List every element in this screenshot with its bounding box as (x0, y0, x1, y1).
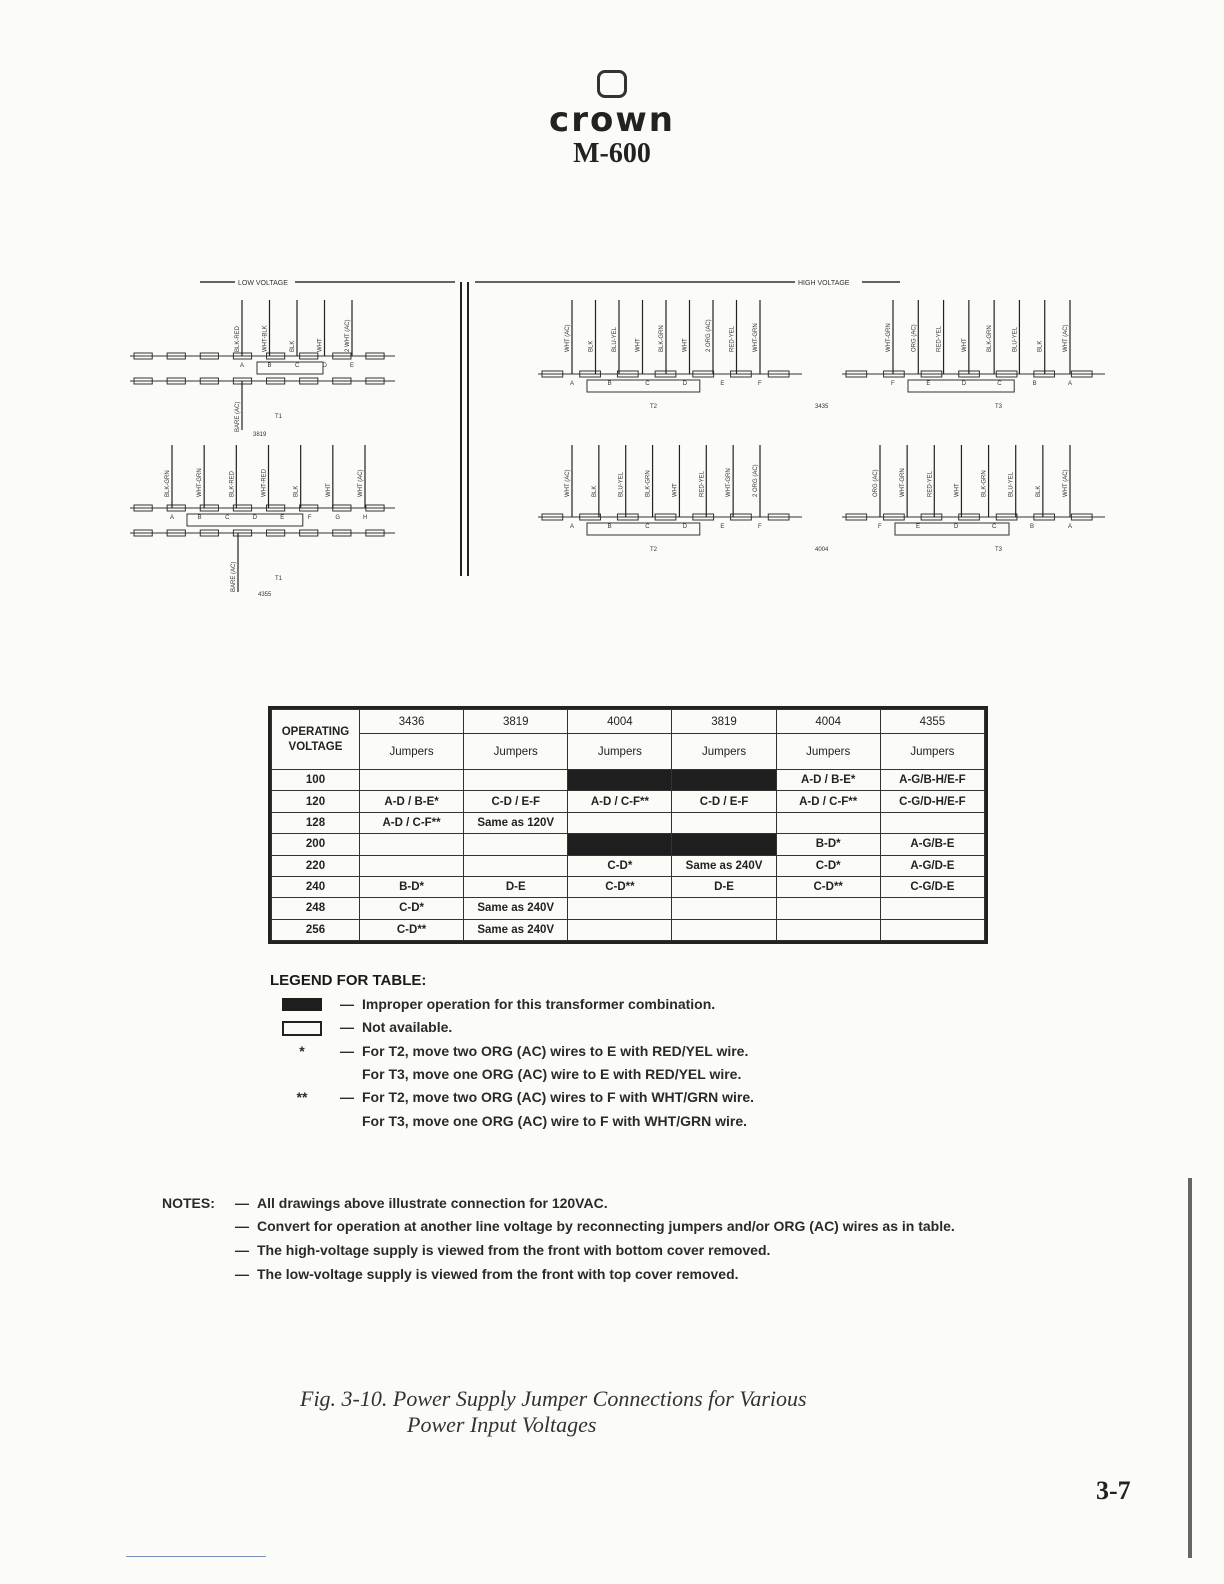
jumper-cell (568, 898, 672, 919)
terminal-label: B (1030, 524, 1035, 530)
terminal-label: A (1068, 524, 1073, 530)
terminal-label: C (645, 524, 650, 530)
model-title: M-600 (573, 138, 651, 169)
note-dash: — (235, 1195, 249, 1211)
figure-caption (300, 1386, 930, 1438)
table-row (272, 834, 985, 855)
terminal-label: A (1068, 381, 1073, 387)
wire-label: BLK (591, 485, 598, 497)
terminal-label: C (645, 381, 650, 387)
wiring-diagram (120, 270, 1120, 610)
wire-label: WHT (325, 483, 332, 497)
jumper-table-grid (271, 709, 985, 941)
terminal-label: E (720, 524, 725, 530)
jumper-wire (187, 514, 303, 526)
table-row (272, 919, 985, 940)
wire-label: 2 ORG (AC) (706, 319, 712, 352)
jumper-cell: A-G/B-H/E-F (880, 770, 984, 791)
table-row (272, 770, 985, 791)
note-dash: — (235, 1242, 249, 1258)
jumpers-header: Jumpers (360, 734, 464, 770)
footer-rule (126, 1556, 266, 1557)
terminal-label: C (225, 515, 230, 521)
note-4 (162, 1266, 1122, 1284)
legend-improper (280, 996, 1040, 1014)
jumper-cell: A-D / C-F** (776, 791, 880, 812)
table-row (272, 898, 985, 919)
jumper-cell: D-E (672, 876, 776, 897)
wire-label: BLK-GRN (659, 325, 665, 352)
legend-text: Improper operation for this transformer combination. (362, 996, 716, 1012)
wire-label: BLK (1035, 485, 1042, 497)
terminal-label: A (570, 381, 575, 387)
terminal-label: F (307, 515, 312, 521)
terminal-label: E (720, 381, 725, 387)
jumper-cell: C-D** (360, 919, 464, 940)
transformer-label: T3 (995, 547, 1003, 553)
voltage-cell: 220 (272, 855, 360, 876)
jumper-cell: C-G/D-H/E-F (880, 791, 984, 812)
part-number-label: 3435 (815, 404, 829, 410)
terminal-label: E (280, 515, 285, 521)
wire-label: WHT-GRN (886, 323, 892, 352)
jumper-cell (672, 812, 776, 833)
terminal-label: F (891, 381, 895, 387)
terminal-label: C (295, 363, 300, 369)
table-row (272, 855, 985, 876)
improper-cell (672, 770, 776, 791)
note-text: The low-voltage supply is viewed from the front with top cover removed. (257, 1266, 739, 1282)
wire-label: RED-YEL (927, 470, 934, 497)
jumper-cell: C-D / E-F (464, 791, 568, 812)
caption-line-2: Power Input Voltages (407, 1412, 597, 1437)
legend-dash: — (340, 1089, 354, 1105)
jumper-cell: Same as 120V (464, 812, 568, 833)
terminal-label: B (197, 515, 202, 521)
jumper-cell: D-E (464, 876, 568, 897)
wire-label: BARE (AC) (231, 561, 237, 592)
wire-label: BARE (AC) (235, 401, 241, 432)
terminal-label: E (926, 381, 931, 387)
jumper-cell (360, 834, 464, 855)
jumper-cell: C-D* (568, 855, 672, 876)
transformer-label: T2 (650, 547, 658, 553)
voltage-cell: 100 (272, 770, 360, 791)
part-number-header: 3819 (464, 710, 568, 734)
terminal-label: H (363, 515, 368, 521)
jumpers-header: Jumpers (776, 734, 880, 770)
wire-label: WHT (AC) (1063, 469, 1069, 497)
wire-label: RED-YEL (936, 325, 943, 352)
terminal-label: B (607, 381, 612, 387)
jumpers-header: Jumpers (464, 734, 568, 770)
jumper-cell: A-D / B-E* (776, 770, 880, 791)
legend-title: LEGEND FOR TABLE: (270, 972, 427, 989)
low-voltage-label: LOW VOLTAGE (238, 280, 288, 287)
jumper-cell (464, 770, 568, 791)
wire-label: WHT (954, 483, 961, 497)
note-text: Convert for operation at another line voltage by reconnecting jumpers and/or ORG (AC) wires as in table. (257, 1218, 955, 1234)
wire-label: BLU-YEL (612, 326, 618, 352)
voltage-cell: 120 (272, 791, 360, 812)
jumper-cell (464, 855, 568, 876)
voltage-cell: 200 (272, 834, 360, 855)
table-row (272, 812, 985, 833)
jumper-cell (672, 919, 776, 940)
terminal-label: F (758, 381, 762, 387)
part-number-header: 4355 (880, 710, 984, 734)
table-subheader-row (272, 734, 985, 770)
jumper-cell: Same as 240V (672, 855, 776, 876)
wire-label: WHT (635, 338, 642, 352)
table-header-row (272, 710, 985, 734)
terminal-label: D (954, 524, 959, 530)
wire-label: WHT-BLK (262, 325, 269, 352)
part-number-label: 3819 (253, 432, 267, 438)
jumper-table (268, 706, 988, 944)
part-number-header: 4004 (776, 710, 880, 734)
jumper-cell: A-G/B-E (880, 834, 984, 855)
voltage-cell: 240 (272, 876, 360, 897)
wire-label: WHT (317, 338, 324, 352)
table-row (272, 876, 985, 897)
wire-label: WHT-RED (261, 469, 268, 497)
voltage-cell: 256 (272, 919, 360, 940)
wire-label: WHT-GRN (753, 323, 759, 352)
legend-text: For T3, move one ORG (AC) wire to F with WHT/GRN wire. (362, 1113, 748, 1129)
voltage-cell: 128 (272, 812, 360, 833)
terminal-label: E (916, 524, 921, 530)
jumper-cell: Same as 240V (464, 898, 568, 919)
terminal-label: D (682, 381, 688, 387)
part-number-label: 4355 (258, 592, 272, 598)
legend-text: For T3, move one ORG (AC) wire to E with RED/YEL wire. (362, 1066, 742, 1082)
terminal-label: E (350, 363, 355, 369)
legend-not-available (280, 1019, 1040, 1037)
legend-dash: — (340, 1019, 354, 1035)
terminal-label: D (682, 524, 688, 530)
jumper-cell (880, 812, 984, 833)
jumper-cell: A-D / B-E* (360, 791, 464, 812)
jumper-cell (776, 898, 880, 919)
wire-label: BLU-YEL (1008, 471, 1015, 497)
jumper-cell (568, 812, 672, 833)
jumper-cell: B-D* (360, 876, 464, 897)
legend-symbol: * (299, 1043, 305, 1059)
terminal-label: B (607, 524, 612, 530)
note-text: All drawings above illustrate connection for 120VAC. (257, 1195, 608, 1211)
wire-label: BLK (588, 340, 595, 352)
terminal-label: C (992, 524, 997, 530)
note-2 (162, 1218, 1122, 1236)
wire-label: RED-YEL (699, 470, 706, 497)
jumper-cell (568, 919, 672, 940)
wire-label: RED-YEL (729, 325, 736, 352)
black-swatch-icon (280, 996, 324, 1014)
crown-logo-icon (597, 70, 627, 98)
terminal-label: A (240, 363, 245, 369)
jumper-cell: C-G/D-E (880, 876, 984, 897)
jumper-cell (880, 919, 984, 940)
jumpers-header: Jumpers (568, 734, 672, 770)
wire-label: BLK-GRN (645, 470, 652, 497)
legend-text: For T2, move two ORG (AC) wires to E with RED/YEL wire. (362, 1043, 749, 1059)
improper-cell (672, 834, 776, 855)
caption-line-1: Fig. 3-10. Power Supply Jumper Connections for Various (300, 1386, 807, 1411)
part-number-label: 4004 (815, 547, 829, 553)
wire-label: BLU-YEL (1012, 326, 1019, 352)
note-3 (162, 1242, 1122, 1260)
legend-double-star (280, 1089, 1040, 1107)
wire-label: WHT (AC) (565, 469, 571, 497)
legend-dash: — (340, 996, 354, 1012)
legend-symbol: ** (296, 1089, 308, 1105)
legend-dash: — (340, 1043, 354, 1059)
terminal-label: F (878, 524, 882, 530)
terminal-label: D (961, 381, 967, 387)
terminal-label: D (252, 515, 258, 521)
terminal-label: B (1032, 381, 1037, 387)
voltage-cell: 248 (272, 898, 360, 919)
jumper-cell (880, 898, 984, 919)
wire-label: WHT (AC) (358, 469, 364, 497)
terminal-label: B (267, 363, 272, 369)
part-number-header: 4004 (568, 710, 672, 734)
wire-label: BLK-GRN (981, 470, 988, 497)
wire-label: 2 WHT (AC) (345, 319, 351, 352)
note-dash: — (235, 1218, 249, 1234)
legend-star (280, 1043, 1040, 1061)
improper-cell (568, 770, 672, 791)
wire-label: ORG (AC) (911, 324, 918, 352)
wire-label: BLK (1037, 340, 1044, 352)
wire-label: BLK-RED (235, 325, 241, 352)
wire-label: WHT-GRN (900, 468, 907, 497)
note-dash: — (235, 1266, 249, 1282)
wire-label: 2 ORG (AC) (753, 464, 759, 497)
page-edge-rule (1188, 1178, 1192, 1558)
wire-label: WHT (672, 483, 679, 497)
jumpers-header: Jumpers (672, 734, 776, 770)
jumper-cell: C-D** (568, 876, 672, 897)
jumper-cell (360, 770, 464, 791)
jumper-cell: A-D / C-F** (568, 791, 672, 812)
legend-double-star-t3 (280, 1113, 1040, 1131)
terminal-label: A (170, 515, 175, 521)
jumper-cell: B-D* (776, 834, 880, 855)
wire-label: ORG (AC) (873, 469, 879, 497)
legend-text: Not available. (362, 1019, 453, 1035)
brand-name: crown (549, 100, 675, 140)
jumper-cell: A-G/D-E (880, 855, 984, 876)
terminal-label: G (335, 515, 341, 521)
jumper-cell: C-D** (776, 876, 880, 897)
part-number-header: 3436 (360, 710, 464, 734)
jumper-cell (672, 898, 776, 919)
terminal-label: C (997, 381, 1002, 387)
transformer-label: T1 (275, 576, 283, 582)
transformer-label: T2 (650, 404, 658, 410)
part-number-header: 3819 (672, 710, 776, 734)
operating-voltage-header: OPERATING VOLTAGE (272, 710, 360, 770)
page-number: 3-7 (1096, 1476, 1131, 1505)
wire-label: BLK-GRN (165, 470, 171, 497)
terminal-label: F (758, 524, 762, 530)
wire-label: WHT (AC) (565, 324, 571, 352)
improper-cell (568, 834, 672, 855)
jumper-cell (464, 834, 568, 855)
wire-label: WHT-GRN (197, 468, 204, 497)
wire-label: BLU-YEL (618, 471, 625, 497)
table-row (272, 791, 985, 812)
high-voltage-label: HIGH VOLTAGE (798, 280, 850, 287)
terminal-label: D (322, 363, 327, 369)
legend-star-t3 (280, 1066, 1040, 1084)
jumper-cell: C-D* (776, 855, 880, 876)
jumper-cell: A-D / C-F** (360, 812, 464, 833)
jumpers-header: Jumpers (880, 734, 984, 770)
note-text: The high-voltage supply is viewed from the front with bottom cover removed. (257, 1242, 771, 1258)
jumper-cell: C-D* (360, 898, 464, 919)
jumper-cell: C-D / E-F (672, 791, 776, 812)
jumper-cell (360, 855, 464, 876)
notes-label: NOTES: (162, 1195, 215, 1211)
transformer-label: T1 (275, 414, 283, 420)
jumper-cell (776, 812, 880, 833)
wire-label: WHT (AC) (1063, 324, 1069, 352)
wire-label: WHT (961, 338, 968, 352)
wire-label: WHT (682, 338, 689, 352)
legend-text: For T2, move two ORG (AC) wires to F with WHT/GRN wire. (362, 1089, 755, 1105)
wire-label: WHT-GRN (726, 468, 733, 497)
transformer-label: T3 (995, 404, 1003, 410)
wire-label: BLK-GRN (987, 325, 994, 352)
note-1 (162, 1195, 1122, 1213)
white-swatch-icon (280, 1019, 324, 1039)
wire-label: BLK (293, 485, 300, 497)
jumper-cell: Same as 240V (464, 919, 568, 940)
terminal-label: A (570, 524, 575, 530)
jumper-cell (776, 919, 880, 940)
wire-label: BLK (290, 340, 296, 352)
wire-label: BLK-RED (229, 470, 236, 497)
